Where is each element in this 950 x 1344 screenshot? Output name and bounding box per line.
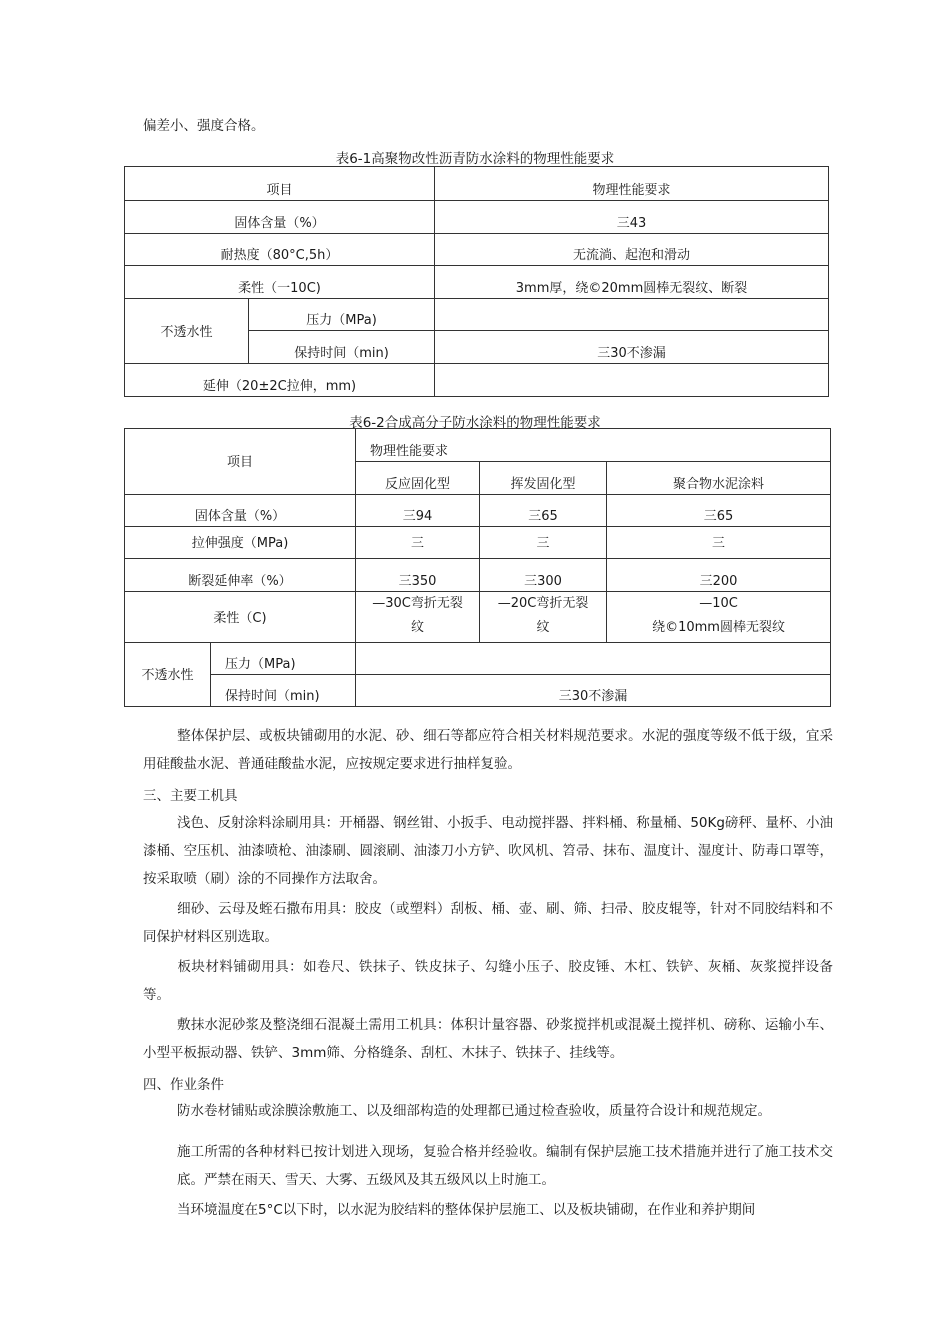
intro-line: 偏差小、强度合格。: [143, 118, 265, 134]
table2-cell: 三94: [356, 495, 480, 527]
table2-flex-cell: [480, 592, 607, 643]
table2-header-req: 物理性能要求: [356, 429, 831, 462]
table2-cell: 拉伸强度（MPa): [125, 527, 356, 559]
table2-cell: 三: [607, 527, 831, 559]
paragraph-text: 当环境温度在5°C以下时，以水泥为胶结料的整体保护层施工、以及板块铺砌，在作业和养护期间: [177, 1202, 756, 1218]
table2-flex-line: —20C弯折无裂: [497, 596, 589, 611]
section-heading: 四、作业条件: [143, 1077, 224, 1093]
table2-cell: 固体含量（%）: [125, 495, 356, 527]
paragraph: [143, 1011, 833, 1067]
table2-cell: 三65: [607, 495, 831, 527]
table2-flex-line: 纹: [411, 620, 425, 635]
table2-cell: 三: [356, 527, 480, 559]
paragraph-text: 浅色、反射涂料涂刷用具：开桶器、钢丝钳、小扳手、电动搅拌器、拌料桶、称量桶、50Kg磅秤、量杯、小油漆桶、空压机、油漆喷枪、油漆刷、圆滚刷、油漆刀小方铲、吹风机、笤帚、抹布、温度计、湿度计、防毒口罩等，按采取喷（刷）涂的不同操作方法取舍。: [143, 815, 833, 887]
table1-cell: 柔性（一10C): [125, 266, 435, 299]
table1-impermeable-label: 不透水性: [125, 299, 249, 364]
table2-cell: 保持时间（min): [211, 675, 356, 707]
table2-impermeable-label: 不透水性: [125, 643, 211, 707]
table2-caption: 表6-2合成高分子防水涂料的物理性能要求: [349, 415, 601, 431]
paragraph: [143, 1196, 833, 1224]
table2-cell: 三30不渗漏: [356, 675, 831, 707]
table1-cell: 压力（MPa): [249, 299, 435, 331]
table2-flex-line: —10C: [699, 596, 738, 611]
table1-cell: 无流淌、起泡和滑动: [435, 234, 829, 266]
table2-flex-cell: [356, 592, 480, 643]
paragraph-text: 施工所需的各种材料已按计划进入现场，复验合格并经验收。编制有保护层施工技术措施并进行了施工技术交底。严禁在雨天、雪天、大雾、五级风及其五级风以上时施工。: [177, 1144, 833, 1188]
table1-caption: 表6-1高聚物改性沥青防水涂料的物理性能要求: [335, 151, 615, 167]
table1-cell: 延伸（20±2C拉伸，mm): [125, 364, 435, 397]
table1-header-item: 项目: [125, 167, 435, 201]
table2-cell: 压力（MPa): [211, 643, 356, 675]
table2-cell: 三: [480, 527, 607, 559]
table2-col-header: 挥发固化型: [480, 462, 607, 495]
table2-cell: 三200: [607, 559, 831, 592]
paragraph: [143, 722, 833, 778]
paragraph-text: 板块材料铺砌用具：如卷尺、铁抹子、铁皮抹子、勾缝小压子、胶皮锤、木杠、铁铲、灰桶、灰浆搅拌设备等。: [143, 959, 833, 1003]
table1-cell: [435, 299, 829, 331]
paragraph: [143, 809, 833, 893]
table1-cell: 固体含量（%）: [125, 201, 435, 234]
table1: [124, 166, 829, 397]
table1-cell: 保持时间（min): [249, 331, 435, 364]
table2-cell: 三350: [356, 559, 480, 592]
table2: [124, 428, 831, 707]
table2-col-header: 反应固化型: [356, 462, 480, 495]
table1-cell: 3mm厚，绕©20mm圆棒无裂纹、断裂: [435, 266, 829, 299]
table2-flex-line: 绕©10mm圆棒无裂纹: [652, 620, 785, 635]
table1-cell: [435, 364, 829, 397]
table1-cell: 耐热度（80°C,5h）: [125, 234, 435, 266]
table2-flex-line: 纹: [536, 620, 550, 635]
section-heading: 三、主要工机具: [143, 788, 238, 804]
paragraph-text: 防水卷材铺贴或涂膜涂敷施工、以及细部构造的处理都已通过检查验收，质量符合设计和规范规定。: [177, 1103, 771, 1119]
table2-header-item: 项目: [125, 429, 356, 495]
table2-flex-line: —30C弯折无裂: [372, 596, 463, 611]
paragraph: [143, 1097, 833, 1125]
table2-cell: 三65: [480, 495, 607, 527]
table2-cell: 断裂延伸率（%）: [125, 559, 356, 592]
table1-cell: 三43: [435, 201, 829, 234]
paragraph: [143, 895, 833, 951]
paragraph-text: 细砂、云母及蛭石撒布用具：胶皮（或塑料）刮板、桶、壶、刷、筛、扫帚、胶皮辊等，针对不同胶结料和不同保护材料区别选取。: [143, 901, 833, 945]
table1-header-req: 物理性能要求: [435, 167, 829, 201]
paragraph: [143, 953, 833, 1009]
table1-cell: 三30不渗漏: [435, 331, 829, 364]
table2-col-header: 聚合物水泥涂料: [607, 462, 831, 495]
paragraph-text: 敷抹水泥砂浆及整浇细石混凝土需用工机具：体积计量容器、砂浆搅拌机或混凝土搅拌机、磅称、运输小车、小型平板振动器、铁铲、3mm筛、分格缝条、刮杠、木抹子、铁抹子、挂线等。: [143, 1017, 833, 1061]
table2-flex-cell: [607, 592, 831, 643]
paragraph: [177, 1138, 833, 1194]
table2-cell: [356, 643, 831, 675]
table2-flex-item: 柔性（C): [125, 592, 356, 643]
table2-cell: 三300: [480, 559, 607, 592]
paragraph-text: 整体保护层、或板块铺砌用的水泥、砂、细石等都应符合相关材料规范要求。水泥的强度等级不低于级，宜采用硅酸盐水泥、普通硅酸盐水泥，应按规定要求进行抽样复验。: [143, 728, 833, 772]
